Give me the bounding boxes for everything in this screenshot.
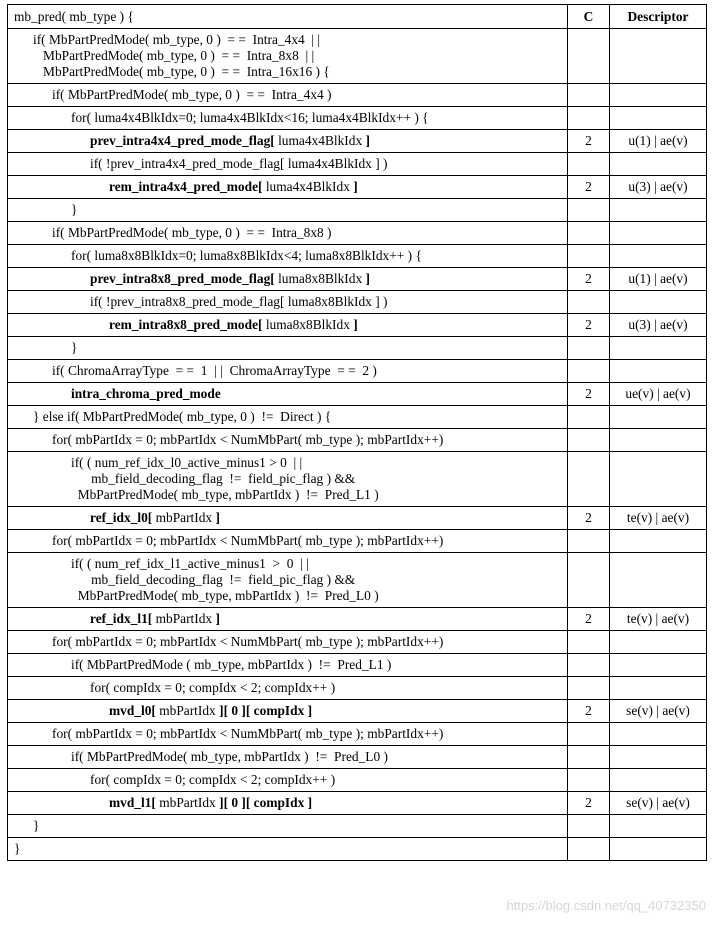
syntax-cell <box>8 700 568 723</box>
descriptor-cell <box>610 153 707 176</box>
syntax-line: for( mbPartIdx = 0; mbPartIdx < NumMbPart( mb_type ); mbPartIdx++) <box>52 634 444 649</box>
table-row <box>8 608 707 631</box>
category-cell <box>568 723 610 746</box>
table-row <box>8 507 707 530</box>
descriptor-cell: ue(v) | ae(v) <box>610 383 707 406</box>
descriptor-cell <box>610 631 707 654</box>
category-cell: 2 <box>568 176 610 199</box>
syntax-line: for( mbPartIdx = 0; mbPartIdx < NumMbPart( mb_type ); mbPartIdx++) <box>52 533 444 548</box>
syntax-element-name: rem_intra8x8_pred_mode[ <box>109 317 263 332</box>
category-cell <box>568 360 610 383</box>
syntax-line: if( !prev_intra8x8_pred_mode_flag[ luma8x8BlkIdx ] ) <box>90 294 388 309</box>
table-row <box>8 314 707 337</box>
syntax-cell <box>8 222 568 245</box>
syntax-cell <box>8 608 568 631</box>
descriptor-cell: te(v) | ae(v) <box>610 507 707 530</box>
table-row <box>8 815 707 838</box>
category-cell <box>568 553 610 608</box>
category-cell <box>568 815 610 838</box>
table-row <box>8 176 707 199</box>
syntax-line: mb_field_decoding_flag != field_pic_flag ) && <box>71 572 356 587</box>
category-cell <box>568 654 610 677</box>
table-row <box>8 746 707 769</box>
table-row <box>8 360 707 383</box>
descriptor-cell: se(v) | ae(v) <box>610 792 707 815</box>
category-cell <box>568 199 610 222</box>
descriptor-cell <box>610 222 707 245</box>
syntax-cell <box>8 107 568 130</box>
syntax-cell <box>8 337 568 360</box>
syntax-cell <box>8 406 568 429</box>
syntax-line: if( MbPartPredMode( mb_type, mbPartIdx ) != Pred_L0 ) <box>71 749 388 764</box>
table-row <box>8 769 707 792</box>
table-row <box>8 84 707 107</box>
syntax-cell <box>8 631 568 654</box>
table-header-row <box>8 5 707 29</box>
category-cell <box>568 222 610 245</box>
descriptor-cell <box>610 452 707 507</box>
syntax-cell <box>8 677 568 700</box>
descriptor-cell <box>610 530 707 553</box>
syntax-cell <box>8 176 568 199</box>
descriptor-cell: te(v) | ae(v) <box>610 608 707 631</box>
table-row <box>8 553 707 608</box>
syntax-table-container <box>7 4 706 861</box>
category-cell: 2 <box>568 130 610 153</box>
descriptor-cell <box>610 337 707 360</box>
syntax-element-bracket: ] <box>215 510 220 525</box>
syntax-cell <box>8 452 568 507</box>
syntax-cell <box>8 553 568 608</box>
category-cell <box>568 429 610 452</box>
syntax-cell <box>8 314 568 337</box>
syntax-element-name: rem_intra4x4_pred_mode[ <box>109 179 263 194</box>
syntax-cell <box>8 360 568 383</box>
table-row <box>8 107 707 130</box>
descriptor-cell <box>610 429 707 452</box>
category-cell <box>568 291 610 314</box>
descriptor-cell <box>610 838 707 861</box>
category-cell <box>568 530 610 553</box>
descriptor-cell <box>610 654 707 677</box>
syntax-element-index: luma4x4BlkIdx <box>274 133 366 148</box>
category-cell <box>568 107 610 130</box>
syntax-element-bracket: ] <box>353 317 358 332</box>
c-header: C <box>568 5 610 29</box>
syntax-element-index: mbPartIdx <box>152 611 216 626</box>
syntax-cell <box>8 291 568 314</box>
syntax-line: for( luma4x4BlkIdx=0; luma4x4BlkIdx<16; luma4x4BlkIdx++ ) { <box>71 110 429 125</box>
category-cell: 2 <box>568 268 610 291</box>
category-cell <box>568 153 610 176</box>
syntax-line: for( mbPartIdx = 0; mbPartIdx < NumMbPart( mb_type ); mbPartIdx++) <box>52 726 444 741</box>
syntax-line: if( MbPartPredMode( mb_type, 0 ) = = Intra_8x8 ) <box>52 225 332 240</box>
syntax-cell <box>8 153 568 176</box>
table-row <box>8 654 707 677</box>
table-row <box>8 29 707 84</box>
syntax-line: } <box>71 340 78 355</box>
syntax-cell <box>8 723 568 746</box>
syntax-element-index: luma8x8BlkIdx <box>274 271 366 286</box>
mb-pred-syntax-table <box>7 4 707 861</box>
table-row <box>8 337 707 360</box>
syntax-line: if( !prev_intra4x4_pred_mode_flag[ luma4x4BlkIdx ] ) <box>90 156 388 171</box>
syntax-cell <box>8 29 568 84</box>
syntax-cell <box>8 746 568 769</box>
descriptor-cell <box>610 677 707 700</box>
syntax-line: MbPartPredMode( mb_type, mbPartIdx ) != Pred_L0 ) <box>71 588 379 603</box>
category-cell <box>568 452 610 507</box>
syntax-cell <box>8 429 568 452</box>
table-row <box>8 383 707 406</box>
syntax-element-index: luma4x4BlkIdx <box>262 179 354 194</box>
syntax-cell <box>8 245 568 268</box>
syntax-line: if( ( num_ref_idx_l1_active_minus1 > 0 | | <box>71 556 309 571</box>
syntax-line: } else if( MbPartPredMode( mb_type, 0 ) != Direct ) { <box>33 409 332 424</box>
descriptor-cell <box>610 291 707 314</box>
syntax-element-name: prev_intra4x4_pred_mode_flag[ <box>90 133 275 148</box>
syntax-line: MbPartPredMode( mb_type, 0 ) = = Intra_8x8 | | <box>33 48 315 63</box>
table-row <box>8 677 707 700</box>
category-cell: 2 <box>568 507 610 530</box>
category-cell <box>568 746 610 769</box>
syntax-cell <box>8 792 568 815</box>
syntax-line: MbPartPredMode( mb_type, 0 ) = = Intra_16x16 ) { <box>33 64 330 79</box>
syntax-element-name: prev_intra8x8_pred_mode_flag[ <box>90 271 275 286</box>
descriptor-cell <box>610 245 707 268</box>
syntax-cell <box>8 530 568 553</box>
syntax-element-index: mbPartIdx <box>155 795 220 810</box>
table-row <box>8 452 707 507</box>
descriptor-cell <box>610 107 707 130</box>
syntax-element-bracket: ][ 0 ][ compIdx ] <box>219 795 313 810</box>
syntax-cell <box>8 383 568 406</box>
syntax-line: if( ( num_ref_idx_l0_active_minus1 > 0 | | <box>71 455 303 470</box>
table-row <box>8 838 707 861</box>
descriptor-cell <box>610 815 707 838</box>
table-row <box>8 245 707 268</box>
category-cell <box>568 29 610 84</box>
category-cell <box>568 838 610 861</box>
syntax-line: for( compIdx = 0; compIdx < 2; compIdx++ ) <box>90 772 336 787</box>
syntax-cell <box>8 815 568 838</box>
table-row <box>8 406 707 429</box>
syntax-line: } <box>14 841 21 856</box>
category-cell <box>568 84 610 107</box>
table-row <box>8 199 707 222</box>
syntax-line: } <box>33 818 40 833</box>
syntax-line: if( MbPartPredMode( mb_type, 0 ) = = Intra_4x4 | | <box>33 32 321 47</box>
table-row <box>8 429 707 452</box>
table-row <box>8 153 707 176</box>
table-row <box>8 631 707 654</box>
syntax-header: mb_pred( mb_type ) { <box>8 5 568 29</box>
descriptor-cell <box>610 199 707 222</box>
syntax-line: for( luma8x8BlkIdx=0; luma8x8BlkIdx<4; luma8x8BlkIdx++ ) { <box>71 248 422 263</box>
syntax-element-bracket: ] <box>215 611 220 626</box>
syntax-element-name: ref_idx_l0[ <box>90 510 153 525</box>
syntax-line: if( ChromaArrayType = = 1 | | ChromaArrayType = = 2 ) <box>52 363 377 378</box>
descriptor-cell: se(v) | ae(v) <box>610 700 707 723</box>
syntax-line: MbPartPredMode( mb_type, mbPartIdx ) != Pred_L1 ) <box>71 487 379 502</box>
category-cell: 2 <box>568 792 610 815</box>
table-row <box>8 268 707 291</box>
syntax-cell <box>8 507 568 530</box>
syntax-cell <box>8 130 568 153</box>
syntax-line: for( mbPartIdx = 0; mbPartIdx < NumMbPart( mb_type ); mbPartIdx++) <box>52 432 444 447</box>
syntax-element-bracket: ] <box>365 271 370 286</box>
syntax-cell <box>8 654 568 677</box>
table-row <box>8 792 707 815</box>
syntax-element-name: intra_chroma_pred_mode <box>71 386 221 401</box>
descriptor-cell: u(3) | ae(v) <box>610 314 707 337</box>
descriptor-cell: u(3) | ae(v) <box>610 176 707 199</box>
syntax-element-name: ref_idx_l1[ <box>90 611 153 626</box>
syntax-cell <box>8 199 568 222</box>
table-row <box>8 723 707 746</box>
category-cell: 2 <box>568 314 610 337</box>
syntax-element-name: mvd_l0[ <box>109 703 156 718</box>
category-cell: 2 <box>568 383 610 406</box>
descriptor-cell <box>610 746 707 769</box>
syntax-element-index: mbPartIdx <box>155 703 220 718</box>
syntax-line: if( MbPartPredMode( mb_type, 0 ) = = Intra_4x4 ) <box>52 87 332 102</box>
syntax-line: if( MbPartPredMode ( mb_type, mbPartIdx ) != Pred_L1 ) <box>71 657 392 672</box>
syntax-element-name: mvd_l1[ <box>109 795 156 810</box>
syntax-element-bracket: ][ 0 ][ compIdx ] <box>219 703 313 718</box>
table-row <box>8 291 707 314</box>
syntax-line: for( compIdx = 0; compIdx < 2; compIdx++ ) <box>90 680 336 695</box>
descriptor-cell <box>610 406 707 429</box>
table-row <box>8 222 707 245</box>
watermark: https://blog.csdn.net/qq_40732350 <box>506 898 706 913</box>
syntax-body <box>8 29 707 861</box>
descriptor-cell <box>610 769 707 792</box>
syntax-element-index: luma8x8BlkIdx <box>262 317 354 332</box>
descriptor-cell: u(1) | ae(v) <box>610 130 707 153</box>
category-cell <box>568 677 610 700</box>
descriptor-cell <box>610 360 707 383</box>
descriptor-header: Descriptor <box>610 5 707 29</box>
syntax-element-index: mbPartIdx <box>152 510 216 525</box>
category-cell <box>568 245 610 268</box>
syntax-element-bracket: ] <box>365 133 370 148</box>
table-row <box>8 700 707 723</box>
category-cell <box>568 631 610 654</box>
syntax-cell <box>8 84 568 107</box>
syntax-cell <box>8 769 568 792</box>
descriptor-cell <box>610 553 707 608</box>
table-row <box>8 130 707 153</box>
descriptor-cell <box>610 29 707 84</box>
category-cell <box>568 406 610 429</box>
category-cell <box>568 769 610 792</box>
category-cell: 2 <box>568 700 610 723</box>
syntax-element-bracket: ] <box>353 179 358 194</box>
descriptor-cell <box>610 84 707 107</box>
category-cell <box>568 337 610 360</box>
descriptor-cell <box>610 723 707 746</box>
syntax-line: } <box>71 202 78 217</box>
category-cell: 2 <box>568 608 610 631</box>
syntax-line: mb_field_decoding_flag != field_pic_flag ) && <box>71 471 356 486</box>
syntax-cell <box>8 268 568 291</box>
table-row <box>8 530 707 553</box>
syntax-cell <box>8 838 568 861</box>
descriptor-cell: u(1) | ae(v) <box>610 268 707 291</box>
